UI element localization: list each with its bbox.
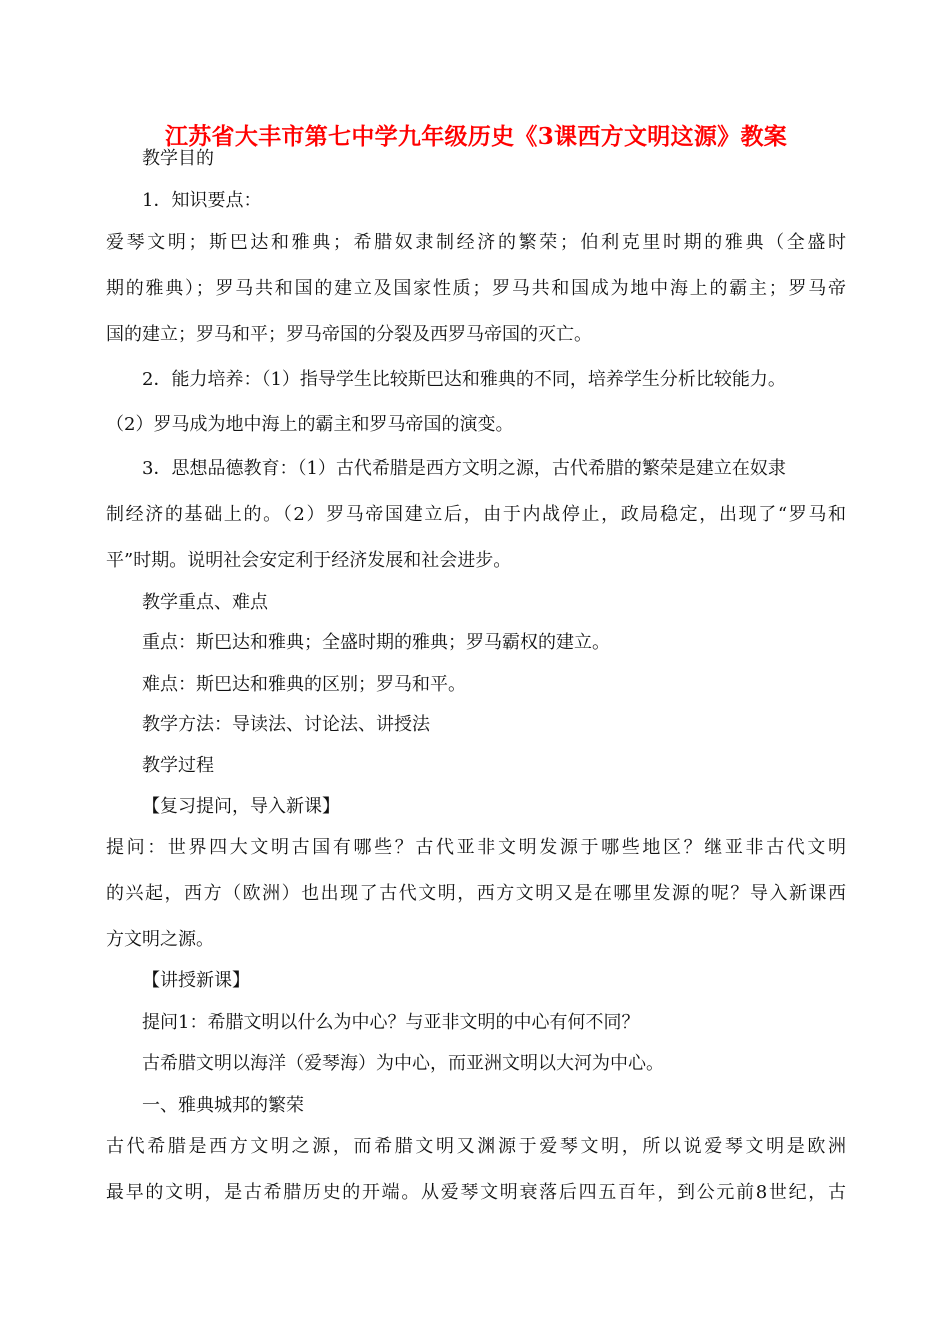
paragraph-line: 古代希腊是西方文明之源，而希腊文明又渊源于爱琴文明，所以说爱琴文明是欧洲 xyxy=(106,1136,846,1157)
paragraph-line: 重点：斯巴达和雅典；全盛时期的雅典；罗马霸权的建立。 xyxy=(142,632,610,653)
section-heading: 【讲授新课】 xyxy=(142,970,250,991)
heading-teaching-process: 教学过程 xyxy=(142,755,214,776)
document-title: 江苏省大丰市第七中学九年级历史《3课西方文明这源》教案 xyxy=(164,123,788,150)
paragraph-line: 教学方法：导读法、讨论法、讲授法 xyxy=(142,714,430,735)
paragraph-line: 提问1：希腊文明以什么为中心？与亚非文明的中心有何不同？ xyxy=(142,1012,640,1033)
section-heading: 一、雅典城邦的繁荣 xyxy=(142,1095,304,1116)
paragraph-line: 制经济的基础上的。（2）罗马帝国建立后，由于内战停止，政局稳定，出现了“罗马和 xyxy=(106,504,846,525)
paragraph-line: 古希腊文明以海洋（爱琴海）为中心，而亚洲文明以大河为中心。 xyxy=(142,1053,664,1074)
paragraph-line: 方文明之源。 xyxy=(106,929,214,950)
section-heading: 【复习提问，导入新课】 xyxy=(142,796,340,817)
heading-key-points: 教学重点、难点 xyxy=(142,592,268,613)
heading-teaching-goals: 教学目的 xyxy=(142,148,214,169)
paragraph-line: 难点：斯巴达和雅典的区别；罗马和平。 xyxy=(142,674,466,695)
paragraph-line: 2．能力培养：（1）指导学生比较斯巴达和雅典的不同，培养学生分析比较能力。 xyxy=(142,369,786,390)
paragraph-line: 的兴起，西方（欧洲）也出现了古代文明，西方文明又是在哪里发源的呢？导入新课西 xyxy=(106,883,846,904)
paragraph-line: 国的建立；罗马和平；罗马帝国的分裂及西罗马帝国的灭亡。 xyxy=(106,324,592,345)
paragraph-line: 爱琴文明；斯巴达和雅典；希腊奴隶制经济的繁荣；伯利克里时期的雅典（全盛时 xyxy=(106,232,846,253)
paragraph-line: 期的雅典）；罗马共和国的建立及国家性质；罗马共和国成为地中海上的霸主；罗马帝 xyxy=(106,278,846,299)
paragraph-line: 最早的文明，是古希腊历史的开端。从爱琴文明衰落后四五百年，到公元前8世纪，古 xyxy=(106,1182,846,1203)
heading-knowledge-points: 1．知识要点： xyxy=(142,190,262,211)
paragraph-line: 3．思想品德教育：（1）古代希腊是西方文明之源，古代希腊的繁荣是建立在奴隶 xyxy=(142,458,786,479)
paragraph-line: 提问：世界四大文明古国有哪些？古代亚非文明发源于哪些地区？继亚非古代文明 xyxy=(106,837,846,858)
paragraph-line: （2）罗马成为地中海上的霸主和罗马帝国的演变。 xyxy=(106,414,514,435)
paragraph-line: 平”时期。说明社会安定利于经济发展和社会进步。 xyxy=(106,550,512,571)
